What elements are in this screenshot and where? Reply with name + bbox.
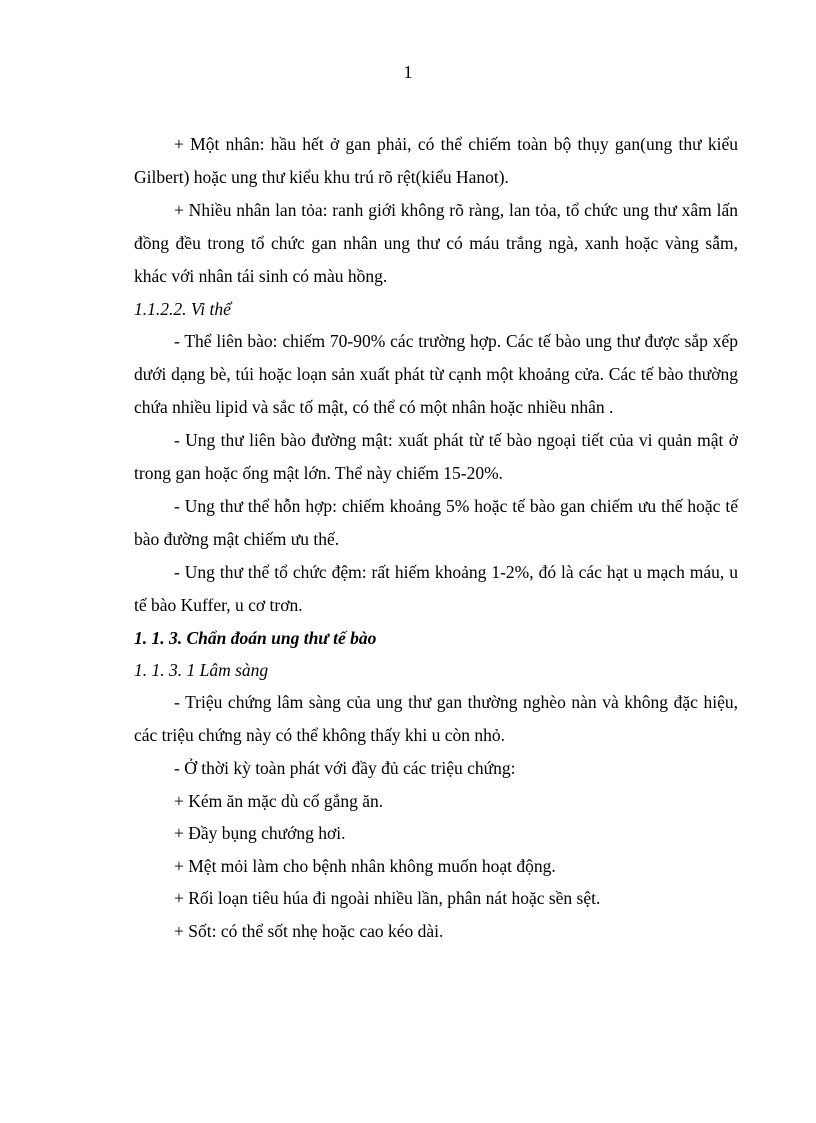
list-item: + Kém ăn mặc dù cố gắng ăn.	[174, 790, 384, 811]
paragraph-mixed-type: - Ung thư thể hỗn hợp: chiếm khoảng 5% hoặc tế bào gan chiếm ưu thế hoặc tế bào đường mật chiếm ưu thế.	[134, 496, 738, 549]
paragraph-bile-duct-cancer: - Ung thư liên bào đường mật: xuất phát từ tế bào ngoại tiết của vi quản mật ở trong gan hoặc ống mật lớn. Thể này chiếm 15-20%.	[134, 430, 738, 483]
list-item: - Ở thời kỳ toàn phát với đầy đủ các triệu chứng:	[174, 758, 516, 778]
list-item: + Mệt mỏi làm cho bệnh nhân không muốn hoạt động.	[174, 855, 556, 876]
paragraph-epithelial-type: - Thể liên bào: chiếm 70-90% các trường hợp. Các tế bào ung thư được sắp xếp dưới dạng bè, túi hoặc loạn sản xuất phát từ cạnh một khoảng cửa. Các tế bào thường chứa nhiều lipid và sắc tố mật, có thể có một nhân hoặc nhiều nhân .	[134, 331, 738, 417]
section-heading-diagnosis: 1. 1. 3. Chẩn đoán ung thư tế bào	[134, 628, 377, 648]
section-heading-microscopy: 1.1.2.2. Vi thể	[134, 299, 231, 319]
list-item: + Rối loạn tiêu húa đi ngoài nhiều lần, phân nát hoặc sền sệt.	[174, 888, 601, 908]
document-body	[134, 128, 738, 947]
list-item: + Đầy bụng chướng hơi.	[174, 823, 346, 843]
paragraph-clinical-symptoms: - Triệu chứng lâm sàng của ung thư gan thường nghèo nàn và không đặc hiệu, các triệu chứng này có thể không thấy khi u còn nhỏ.	[134, 692, 738, 745]
paragraph-stromal-type: - Ung thư thể tổ chức đệm: rất hiếm khoảng 1-2%, đó là các hạt u mạch máu, u tế bào Kuffer, u cơ trơn.	[134, 562, 738, 615]
page-number: 1	[403, 62, 413, 82]
paragraph-single-nodule: + Một nhân: hầu hết ở gan phải, có thể chiếm toàn bộ thụy gan(ung thư kiểu Gilbert) hoặc ung thư kiểu khu trú rõ rệt(kiểu Hanot).	[134, 134, 738, 187]
section-heading-clinical: 1. 1. 3. 1 Lâm sàng	[134, 660, 269, 680]
list-item: + Sốt: có thể sốt nhẹ hoặc cao kéo dài.	[174, 920, 444, 941]
paragraph-diffuse-nodules: + Nhiều nhân lan tỏa: ranh giới không rõ ràng, lan tỏa, tổ chức ung thư xâm lấn đồng đều trong tổ chức gan nhân ung thư có máu trắng ngà, xanh hoặc vàng sẫm, khác với nhân tái sinh có màu hồng.	[134, 200, 738, 286]
